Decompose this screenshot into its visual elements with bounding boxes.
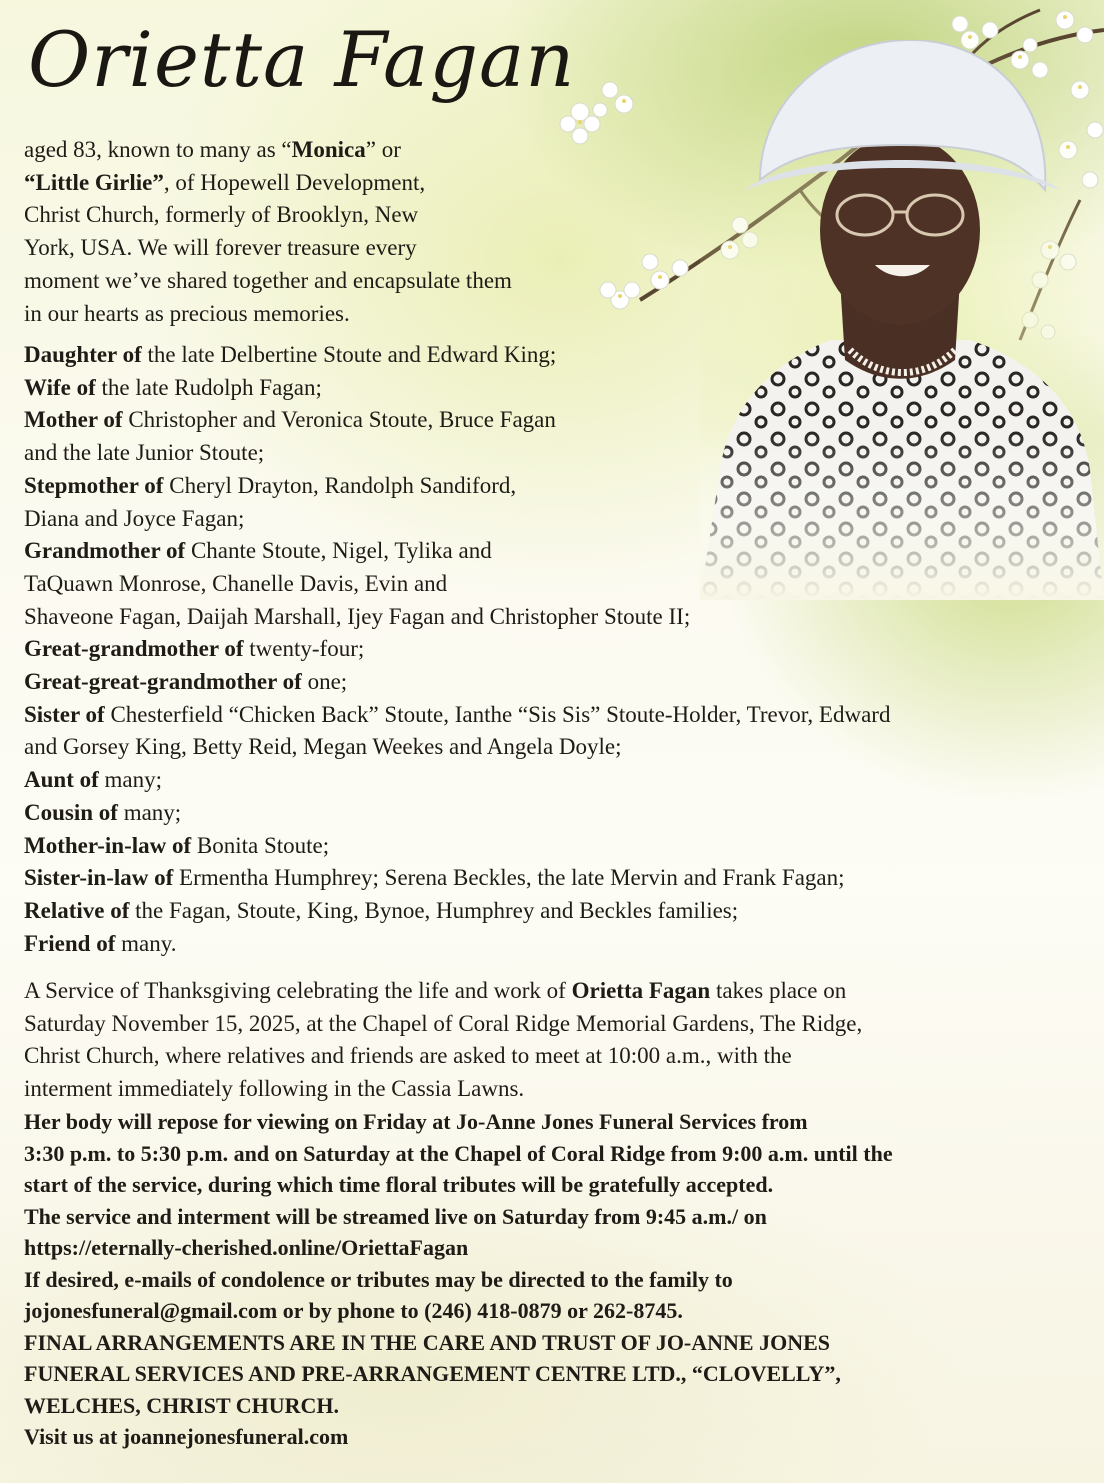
relation-text: TaQuawn Monrose, Chanelle Davis, Evin and	[24, 570, 448, 596]
relation-text: and Gorsey King, Betty Reid, Megan Weekes and Angela Doyle;	[24, 734, 622, 760]
relation-line	[24, 404, 1094, 437]
deceased-name-title: Orietta Fagan	[28, 15, 576, 104]
detail-line: Visit us at joannejonesfuneral.com	[24, 1424, 349, 1449]
nickname-monica: Monica	[291, 137, 366, 162]
relation-line	[24, 699, 1094, 732]
relation-label: Relative of	[24, 897, 130, 923]
service-deceased-name: Orietta Fagan	[571, 978, 711, 1003]
relation-text: the late Delbertine Stoute and Edward King;	[141, 342, 557, 367]
relation-line	[24, 470, 1094, 503]
relation-line	[24, 731, 1094, 764]
relation-label: Sister of	[24, 701, 105, 727]
relation-line	[24, 372, 1094, 405]
relation-text: Chante Stoute, Nigel, Tylika and	[185, 538, 492, 564]
relation-text: the Fagan, Stoute, King, Bynoe, Humphrey and Beckles families;	[129, 897, 739, 923]
detail-line: 3:30 p.m. to 5:30 p.m. and on Saturday at the Chapel of Coral Ridge from 9:00 a.m. until the	[24, 1140, 893, 1166]
relation-label: Grandmother of	[24, 538, 186, 564]
detail-line: If desired, e-mails of condolence or tributes may be directed to the family to	[24, 1266, 733, 1292]
relation-line	[24, 339, 1094, 372]
intro-line-5: moment we’ve shared together and encapsulate them	[24, 267, 512, 293]
relation-label: Sister-in-law of	[24, 865, 174, 891]
detail-line: WELCHES, CHRIST CHURCH.	[24, 1392, 339, 1418]
relation-label: Friend of	[24, 930, 116, 956]
arrangement-details	[24, 1106, 1099, 1453]
intro-line-4: York, USA. We will forever treasure every	[24, 235, 417, 261]
service-line-1: A Service of Thanksgiving celebrating the life and work of Orietta Fagan takes place on	[24, 978, 847, 1003]
relation-text: Shaveone Fagan, Daijah Marshall, Ijey Fagan and Christopher Stoute II;	[24, 603, 691, 629]
relation-line	[24, 437, 1094, 470]
nickname-little-girlie: “Little Girlie”	[24, 169, 164, 195]
service-line-4: interment immediately following in the Cassia Lawns.	[24, 1076, 525, 1102]
service-line-3: Christ Church, where relatives and friends are asked to meet at 10:00 a.m., with the	[24, 1043, 792, 1069]
relation-text: Christopher and Veronica Stoute, Bruce Fagan	[122, 407, 556, 433]
relation-label: Mother of	[24, 407, 123, 433]
relation-text: one;	[301, 669, 348, 695]
relation-line	[24, 666, 1094, 699]
relation-line	[24, 862, 1094, 895]
relation-line	[24, 895, 1094, 928]
relation-label: Wife of	[24, 374, 96, 400]
relation-label: Cousin of	[24, 799, 118, 825]
relation-label: Great-great-grandmother of	[24, 669, 302, 695]
relation-line	[24, 797, 1094, 830]
detail-line: FUNERAL SERVICES AND PRE-ARRANGEMENT CENTRE LTD., “CLOVELLY”,	[24, 1361, 841, 1386]
relation-label: Stepmother of	[24, 472, 164, 498]
detail-line: start of the service, during which time floral tributes will be gratefully accepted.	[24, 1172, 774, 1197]
relation-label: Mother-in-law of	[24, 832, 192, 858]
relation-line	[24, 503, 1094, 536]
relation-text: Bonita Stoute;	[191, 832, 330, 858]
relation-text: the late Rudolph Fagan;	[95, 374, 322, 400]
detail-line: Her body will repose for viewing on Friday at Jo-Anne Jones Funeral Services from	[24, 1109, 808, 1134]
relation-text: many;	[98, 767, 163, 793]
relation-label: Daughter of	[24, 342, 142, 367]
detail-line: FINAL ARRANGEMENTS ARE IN THE CARE AND TRUST OF JO-ANNE JONES	[24, 1329, 830, 1355]
relation-line	[24, 568, 1094, 601]
relation-text: and the late Junior Stoute;	[24, 440, 265, 466]
intro-line-6: in our hearts as precious memories.	[24, 300, 350, 326]
relation-text: Diana and Joyce Fagan;	[24, 505, 245, 531]
relation-line	[24, 633, 1094, 666]
relation-label: Great-grandmother of	[24, 636, 244, 662]
relation-text: Chesterfield “Chicken Back” Stoute, Ianthe “Sis Sis” Stoute-Holder, Trevor, Edward	[104, 701, 891, 727]
detail-line: jojonesfuneral@gmail.com or by phone to (246) 418-0879 or 262-8745.	[24, 1298, 683, 1323]
intro-line-1: aged 83, known to many as “Monica” or	[24, 137, 401, 162]
relation-text: many.	[115, 930, 177, 956]
detail-line: The service and interment will be streamed live on Saturday from 9:45 a.m./ on	[24, 1203, 767, 1229]
intro-paragraph	[24, 134, 664, 330]
relation-line	[24, 928, 1094, 961]
relation-line	[24, 601, 1094, 634]
relation-text: twenty-four;	[243, 636, 365, 662]
relation-text: many;	[117, 799, 182, 825]
intro-line-2: “Little Girlie”, of Hopewell Development,	[24, 169, 426, 195]
relations-list	[24, 339, 1094, 960]
relation-text: Ermentha Humphrey; Serena Beckles, the late Mervin and Frank Fagan;	[173, 865, 845, 891]
relation-label: Aunt of	[24, 767, 99, 793]
relation-text: Cheryl Drayton, Randolph Sandiford,	[163, 472, 517, 498]
relation-line	[24, 830, 1094, 863]
relation-line	[24, 535, 1094, 568]
detail-line: https://eternally-cherished.online/OriettaFagan	[24, 1235, 469, 1260]
service-line-2: Saturday November 15, 2025, at the Chapel of Coral Ridge Memorial Gardens, The Ridge,	[24, 1010, 863, 1036]
relation-line	[24, 764, 1094, 797]
service-paragraph	[24, 975, 1094, 1106]
intro-line-3: Christ Church, formerly of Brooklyn, New	[24, 202, 419, 228]
